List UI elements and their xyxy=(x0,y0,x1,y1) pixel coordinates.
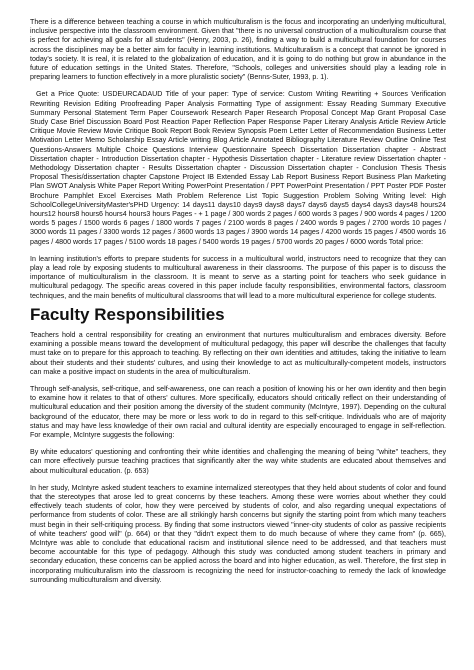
body-paragraph-3: In her study, McIntyre asked student teachers to examine internalized stereotypes that they held about students of color and found that the stereotypes that arose led to great concerns by these teachers. Among these were worries about whether they could effectively teach students of color, how they were perceived by students of color, and also regarding unequal expectations of performance from students of color. These are all strikingly harsh concerns but signify the starting point from which many teachers must begin in their self-critiquing process. By finding that some instructors viewed "inner-city students of color as passive recipients of white teachers' good will" (p. 664) or that they "didn't expect them to do much because of where they came from" (p. 665), McIntyre was able to conclude that educational racism and institutional silence need to be addressed, and that teachers must become accountable for this type of pedagogy. Although this study was conducted among student teachers in primary and secondary education, these concerns can be applied across the board and into higher education, as well. Therefore, the first step in incorporating multiculturalism into the classroom is recognizing the need for instructor-coaching to remedy the lack of knowledge surrounding multiculturalism and diversity. xyxy=(30,483,446,584)
body-paragraph-1: Teachers hold a central responsibility for creating an environment that nurtures multiculturalism and embraces diversity. Before examining a possible means toward the development of multicultural pedagogy, this paper will describe the challenges that faculty must take on to prepare for this approach to teaching. By reflecting on their own identities and attitudes, taking the initiative to learn about their students and their students' cultures, and using their knowledge to act as multiculturally-competent models, instructors can make a positive impact on students in the area of multiculturalism. xyxy=(30,330,446,376)
body-paragraph-2: Through self-analysis, self-critique, and self-awareness, one can reach a position of knowing his or her own identity and then begin to examine how it relates to that of others' cultures. More specifically, educators should critically reflect on their understanding of multicultural education and their position among the diversity of the student community (McIntyre, 1997). Depending on the cultural background of the educator, there may be more or less work to do in regard to this self-critique. Individuals who are of majority status and may have less knowledge of their own racial and cultural identity are especially encouraged to engage in self-reflection. For example, McIntyre suggests the following: xyxy=(30,384,446,439)
intro-paragraph: There is a difference between teaching a course in which multiculturalism is the focus and incorporating an underlying multicultural, inclusive perspective into the classroom environment. Given that "there is no universal construction of a multiculturalism course that is perfect for achieving all goals for all students" (Henry, 2003, p. 26), finding a way to build a multicultural foundation for courses across the disciplines may be a better aim for faculty in learning institutions. Multiculturalism is a concept that cannot be ignored in today's society. It is real, it is related to the globalization of education, and it is going to do nothing but grow in abundance in the future of education settings in the United States. Therefore, "Schools, colleges and universities should play a leading role in preparing learners to function effectively in a more pluralistic society" (Benns-Suter, 1993, p. 1). xyxy=(30,18,446,82)
purpose-paragraph: In learning institution's efforts to prepare students for success in a multicultural world, instructors need to recognize that they can play a lead role by exposing students to multicultural awareness in their classrooms. The purpose of this paper is to discuss the importance of multiculturalism in the classroom. It is meant to serve as a starting point for teachers who seek guidance in multicultural pedagogy. The specific areas covered in this paper include faculty responsibilities, environmental factors, classroom techniques, and the main benefits of multicultural classrooms that will lead to a more multicultural experience for college students. xyxy=(30,254,446,300)
quote-paragraph: By white educators' questioning and confronting their white identities and challenging the meaning of being "white" teachers, they can more effectively pursue teaching practices that significantly alter the way white students are educated about themselves and about multicultural education. (p. 653) xyxy=(30,448,446,475)
section-heading: Faculty Responsibilities xyxy=(30,304,225,324)
price-quote-paragraph: Get a Price Quote: USDEURCADAUD Title of your paper: Type of service: Custom Writing Rewriting + Sources Verification Rewriting Revision Editing Proofreading Paper Analysis Formatting Type of assignment: Essay Reading Summary Executive Summary Personal Statement Term Paper Coursework Research Paper Research Proposal Concept Map Grant Proposal Case Study Case Brief Discussion Board Post Reaction Paper Reflection Paper Response Paper Literary Analysis Article Review Article Critique Movie Review Movie Critique Book Report Book Review Synopsis Poem Letter Letter of Recommendation Business Letter Motivation Letter Memo Scholarship Essay Article writing Blog Article Annotated Bibliography Literature Review Outline Online Test Questions-Answers Multiple Choice Questions Interview Questionnaire Speech Dissertation Dissertation chapter - Abstract Dissertation chapter - Introduction Dissertation chapter - Hypothesis Dissertation chapter - Literature review Dissertation chapter - Methodology Dissertation chapter - Results Dissertation chapter - Discussion Dissertation chapter - Conclusion Thesis Thesis Proposal Thesis/dissertation chapter Capstone Project IB Extended Essay Lab Report Business Report Business Plan Marketing Plan SWOT Analysis White Paper Report Writing PowerPoint Presentation / PPT PowerPoint Presentation / PPT Poster PDF Poster Brochure Pamphlet Excel Exercises Math Problem Reference List Topic Suggestion Problem Solving Writing level: High SchoolCollegeUniversityMaster'sPHD Urgency: 14 days11 days10 days9 days8 days7 days6 days5 days4 days3 days48 hours24 hours12 hours8 hours6 hours4 hours3 hours Pages - + 1 page / 300 words 2 pages / 600 words 3 pages / 900 words 4 pages / 1200 words 5 pages / 1500 words 6 pages / 1800 words 7 pages / 2100 words 8 pages / 2400 words 9 pages / 2700 words 10 pages / 3000 words 11 pages / 3300 words 12 pages / 3600 words 13 pages / 3900 words 14 pages / 4200 words 15 pages / 4500 words 16 pages / 4800 words 17 pages / 5100 words 18 pages / 5400 words 19 pages / 5700 words 20 pages / 6000 words Total price: xyxy=(30,90,446,246)
